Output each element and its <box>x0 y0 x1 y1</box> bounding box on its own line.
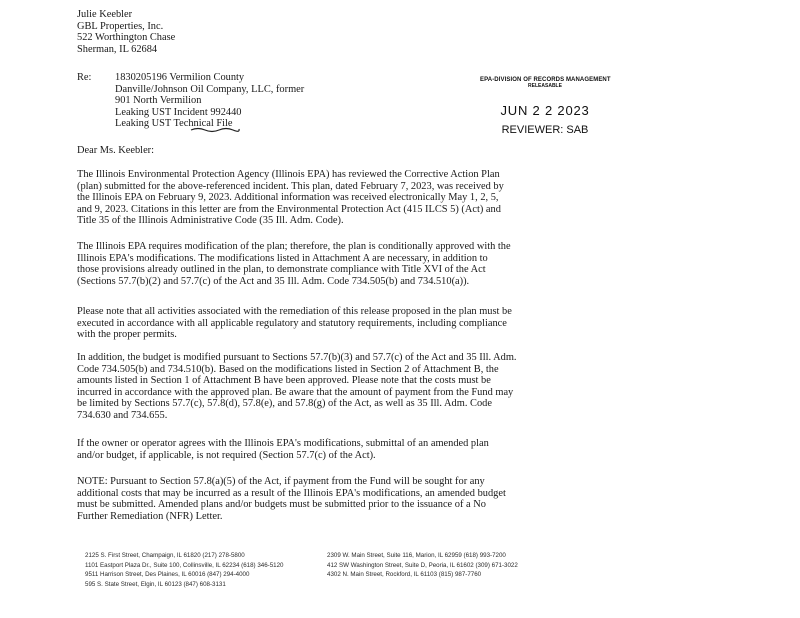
footer-address: 9511 Harrison Street, Des Plaines, IL 60016 (847) 294-4000 <box>85 571 250 579</box>
paragraph-line: executed in accordance with all applicable regulatory and statutory requirements, including compliance <box>77 317 507 329</box>
stamp-reviewer: REVIEWER: SAB <box>501 124 589 136</box>
paragraph-line: In addition, the budget is modified pursuant to Sections 57.7(b)(3) and 57.7(c) of the Act and 35 Ill. Adm. <box>77 352 517 363</box>
recipient-name: Julie Keebler <box>77 9 133 20</box>
paragraph-line: (plan) submitted for the above-referenced incident. This plan, dated February 7, 2023, was received by <box>77 180 504 192</box>
footer-address: 1101 Eastport Plaza Dr., Suite 100, Collinsville, IL 62234 (618) 346-5120 <box>85 561 284 569</box>
re-line: Danville/Johnson Oil Company, LLC, former <box>115 83 305 95</box>
recipient-city: Sherman, IL 62684 <box>77 43 158 55</box>
paragraph-line: the Illinois EPA on February 9, 2023. Additional information was received electronically May 1, 2, 5, <box>77 192 499 204</box>
recipient-street: 522 Worthington Chase <box>77 32 176 44</box>
records-stamp <box>480 77 610 136</box>
paragraph-owner-operator <box>77 438 657 461</box>
paragraph-line: Illinois EPA's modifications. The modifications listed in Attachment A are necessary, in addition to <box>77 252 488 264</box>
re-label: Re: <box>77 72 92 83</box>
paragraph-line: and 9, 2023. Citations in this letter are from the Environmental Protection Act (415 ILCS 5) (Act) and <box>77 203 501 215</box>
paragraph-line: with the proper permits. <box>77 329 177 341</box>
footer-address: 412 SW Washington Street, Suite D, Peoria, IL 61602 (309) 671-3022 <box>327 561 518 569</box>
paragraph-line: (Sections 57.7(b)(2) and 57.7(c) of the Act and 35 Ill. Adm. Code 734.505(b) and 734.510(a)). <box>77 275 470 287</box>
salutation: Dear Ms. Keebler: <box>77 145 155 156</box>
paragraph-line: Title 35 of the Illinois Administrative Code (35 Ill. Adm. Code). <box>77 215 344 227</box>
re-line: Leaking UST Incident 992440 <box>115 106 242 118</box>
footer-addresses-right <box>327 551 518 580</box>
paragraph-line: 734.630 and 734.655. <box>77 409 168 421</box>
handwritten-underline <box>190 127 240 133</box>
paragraph-line: NOTE: Pursuant to Section 57.8(a)(5) of the Act, if payment from the Fund will be sought for any <box>77 476 485 487</box>
paragraph-review <box>77 169 657 227</box>
recipient-company: GBL Properties, Inc. <box>77 20 164 32</box>
paragraph-line: incurred in accordance with the approved plan. Be aware that the amount of payment from the Fund may <box>77 386 514 398</box>
paragraph-line: and/or budget, if applicable, is not required (Section 57.7(c) of the Act). <box>77 449 376 461</box>
paragraph-line: those provisions already outlined in the plan, to demonstrate compliance with Title XVI of the Act <box>77 264 486 276</box>
paragraph-line: Further Remediation (NFR) Letter. <box>77 510 223 522</box>
paragraph-line: Please note that all activities associated with the remediation of this release proposed in the plan must be <box>77 306 512 317</box>
re-line: 901 North Vermilion <box>115 95 202 107</box>
paragraph-line: additional costs that may be incurred as a result of the Illinois EPA's modifications, an amended budget <box>77 487 506 499</box>
recipient-address <box>77 9 175 55</box>
footer-address: 2309 W. Main Street, Suite 116, Marion, IL 62959 (618) 993-7200 <box>327 552 506 559</box>
paragraph-line: Code 734.505(b) and 734.510(b). Based on the modifications listed in Section 2 of Attachment B, the <box>77 363 499 375</box>
paragraph-line: be limited by Sections 57.7(c), 57.8(d), 57.8(e), and 57.8(g) of the Act, as well as 35 Ill. Adm. Code <box>77 398 492 410</box>
paragraph-note <box>77 476 657 522</box>
paragraph-compliance <box>77 306 657 341</box>
re-line: 1830205196 Vermilion County <box>115 72 245 83</box>
stamp-date: JUN 2 2 2023 <box>500 103 590 118</box>
stamp-header: EPA-DIVISION OF RECORDS MANAGEMENT <box>480 77 611 83</box>
paragraph-line: must be submitted. Amended plans and/or budgets must be submitted prior to the issuance of a No <box>77 499 486 511</box>
stamp-subheader: RELEASABLE <box>528 83 562 89</box>
paragraph-modification <box>77 241 657 287</box>
footer-address: 595 S. State Street, Elgin, IL 60123 (847) 608-3131 <box>85 580 226 588</box>
footer-address: 4302 N. Main Street, Rockford, IL 61103 (815) 987-7760 <box>327 571 482 579</box>
paragraph-line: If the owner or operator agrees with the Illinois EPA's modifications, submittal of an amended plan <box>77 438 489 449</box>
footer-address: 2125 S. First Street, Champaign, IL 61820 (217) 278-5800 <box>85 552 245 559</box>
re-line: Leaking UST Technical File <box>115 118 233 130</box>
paragraph-line: The Illinois EPA requires modification of the plan; therefore, the plan is conditionally approved with the <box>77 241 511 252</box>
paragraph-line: amounts listed in Section 1 of Attachment B have been approved. Please note that the costs must be <box>77 375 491 387</box>
paragraph-budget <box>77 352 657 422</box>
re-lines <box>115 72 304 130</box>
footer-addresses-left <box>85 551 283 589</box>
paragraph-line: The Illinois Environmental Protection Agency (Illinois EPA) has reviewed the Corrective Action Plan <box>77 169 500 180</box>
